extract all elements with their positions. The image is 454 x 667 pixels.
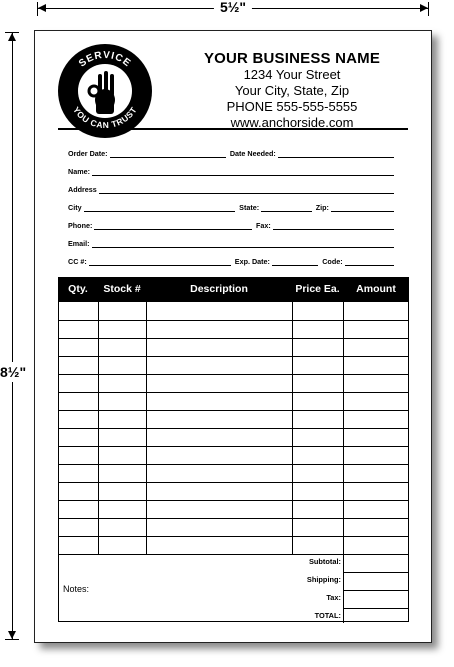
fax-label: Fax: [255,221,271,230]
table-row-line [59,464,408,465]
order-date-field[interactable] [110,151,226,158]
phone-label: Phone: [68,221,93,230]
state-label: State: [239,203,260,212]
height-dimension [0,32,28,640]
address-label: Address [68,185,97,194]
table-row-line [59,500,408,501]
table-row-line [59,338,408,339]
service-logo [58,44,152,138]
table-row-line [59,428,408,429]
arrow-up-icon [8,33,16,41]
table-row-line [59,446,408,447]
header-divider [58,128,408,130]
col-description: Description [190,283,248,295]
height-dimension-line [12,32,13,640]
date-needed-label: Date Needed: [229,149,276,158]
zip-field[interactable] [331,205,394,212]
cc-label: CC #: [68,257,87,266]
table-header [58,277,409,301]
height-tick-bottom [5,639,19,640]
totals-row-line [343,608,408,609]
date-needed-field[interactable] [278,151,394,158]
business-street: 1234 Your Street [243,67,341,82]
totals-row-line [343,590,408,591]
col-qty: Qty. [68,283,88,295]
col-stock: Stock # [103,283,141,295]
name-row [68,164,394,176]
arrow-down-icon [8,631,16,639]
arrow-left-icon [38,4,46,12]
cc-row [68,254,394,266]
order-table [58,277,409,622]
fax-field[interactable] [273,223,394,230]
table-row-line [59,482,408,483]
address-field[interactable] [99,187,394,194]
zip-label: Zip: [315,203,329,212]
table-row-line [59,554,408,555]
col-amount: Amount [356,283,396,295]
address-row [68,182,394,194]
order-date-label: Order Date: [68,149,108,158]
state-field[interactable] [261,205,312,212]
table-column-line [146,302,147,554]
width-tick-right [428,2,429,16]
width-dimension [37,0,429,20]
table-row-line [59,518,408,519]
logo-top-text: SERVICE [77,49,133,70]
email-field[interactable] [92,241,394,248]
amount-column-line [343,302,344,623]
width-label: 5½" [214,0,252,15]
totals-row-line [343,572,408,573]
name-label: Name: [68,167,90,176]
phone-row [68,218,394,230]
business-city: Your City, State, Zip [234,83,350,98]
table-row-line [59,320,408,321]
shipping-label: Shipping: [306,575,341,584]
code-field[interactable] [345,259,394,266]
col-price: Price Ea. [295,283,340,295]
logo-ring-text [58,44,152,138]
height-label: 8½" [0,364,27,380]
code-label: Code: [322,257,343,266]
email-row [68,236,394,248]
business-name: YOUR BUSINESS NAME [203,50,381,67]
phone-field[interactable] [94,223,252,230]
city-field[interactable] [84,205,236,212]
table-body [58,301,409,622]
email-label: Email: [68,239,90,248]
business-web: www.anchorside.com [230,115,354,130]
logo-bottom-text: YOU CAN TRUST [71,104,139,131]
name-field[interactable] [92,169,394,176]
subtotal-label: Subtotal: [308,557,341,566]
table-row-line [59,356,408,357]
city-label: City [68,203,82,212]
notes-label: Notes: [63,584,90,594]
table-row-line [59,374,408,375]
city-row [68,200,394,212]
table-row-line [59,392,408,393]
business-phone: PHONE 555-555-5555 [226,99,358,114]
business-info [172,50,412,131]
tax-label: Tax: [326,593,341,602]
exp-date-label: Exp. Date: [234,257,270,266]
table-column-line [98,302,99,554]
table-row-line [59,410,408,411]
table-column-line [292,302,293,554]
total-label: TOTAL: [314,611,341,620]
arrow-right-icon [420,4,428,12]
exp-date-field[interactable] [272,259,318,266]
table-row-line [59,536,408,537]
cc-field[interactable] [89,259,231,266]
order-date-row [68,146,394,158]
